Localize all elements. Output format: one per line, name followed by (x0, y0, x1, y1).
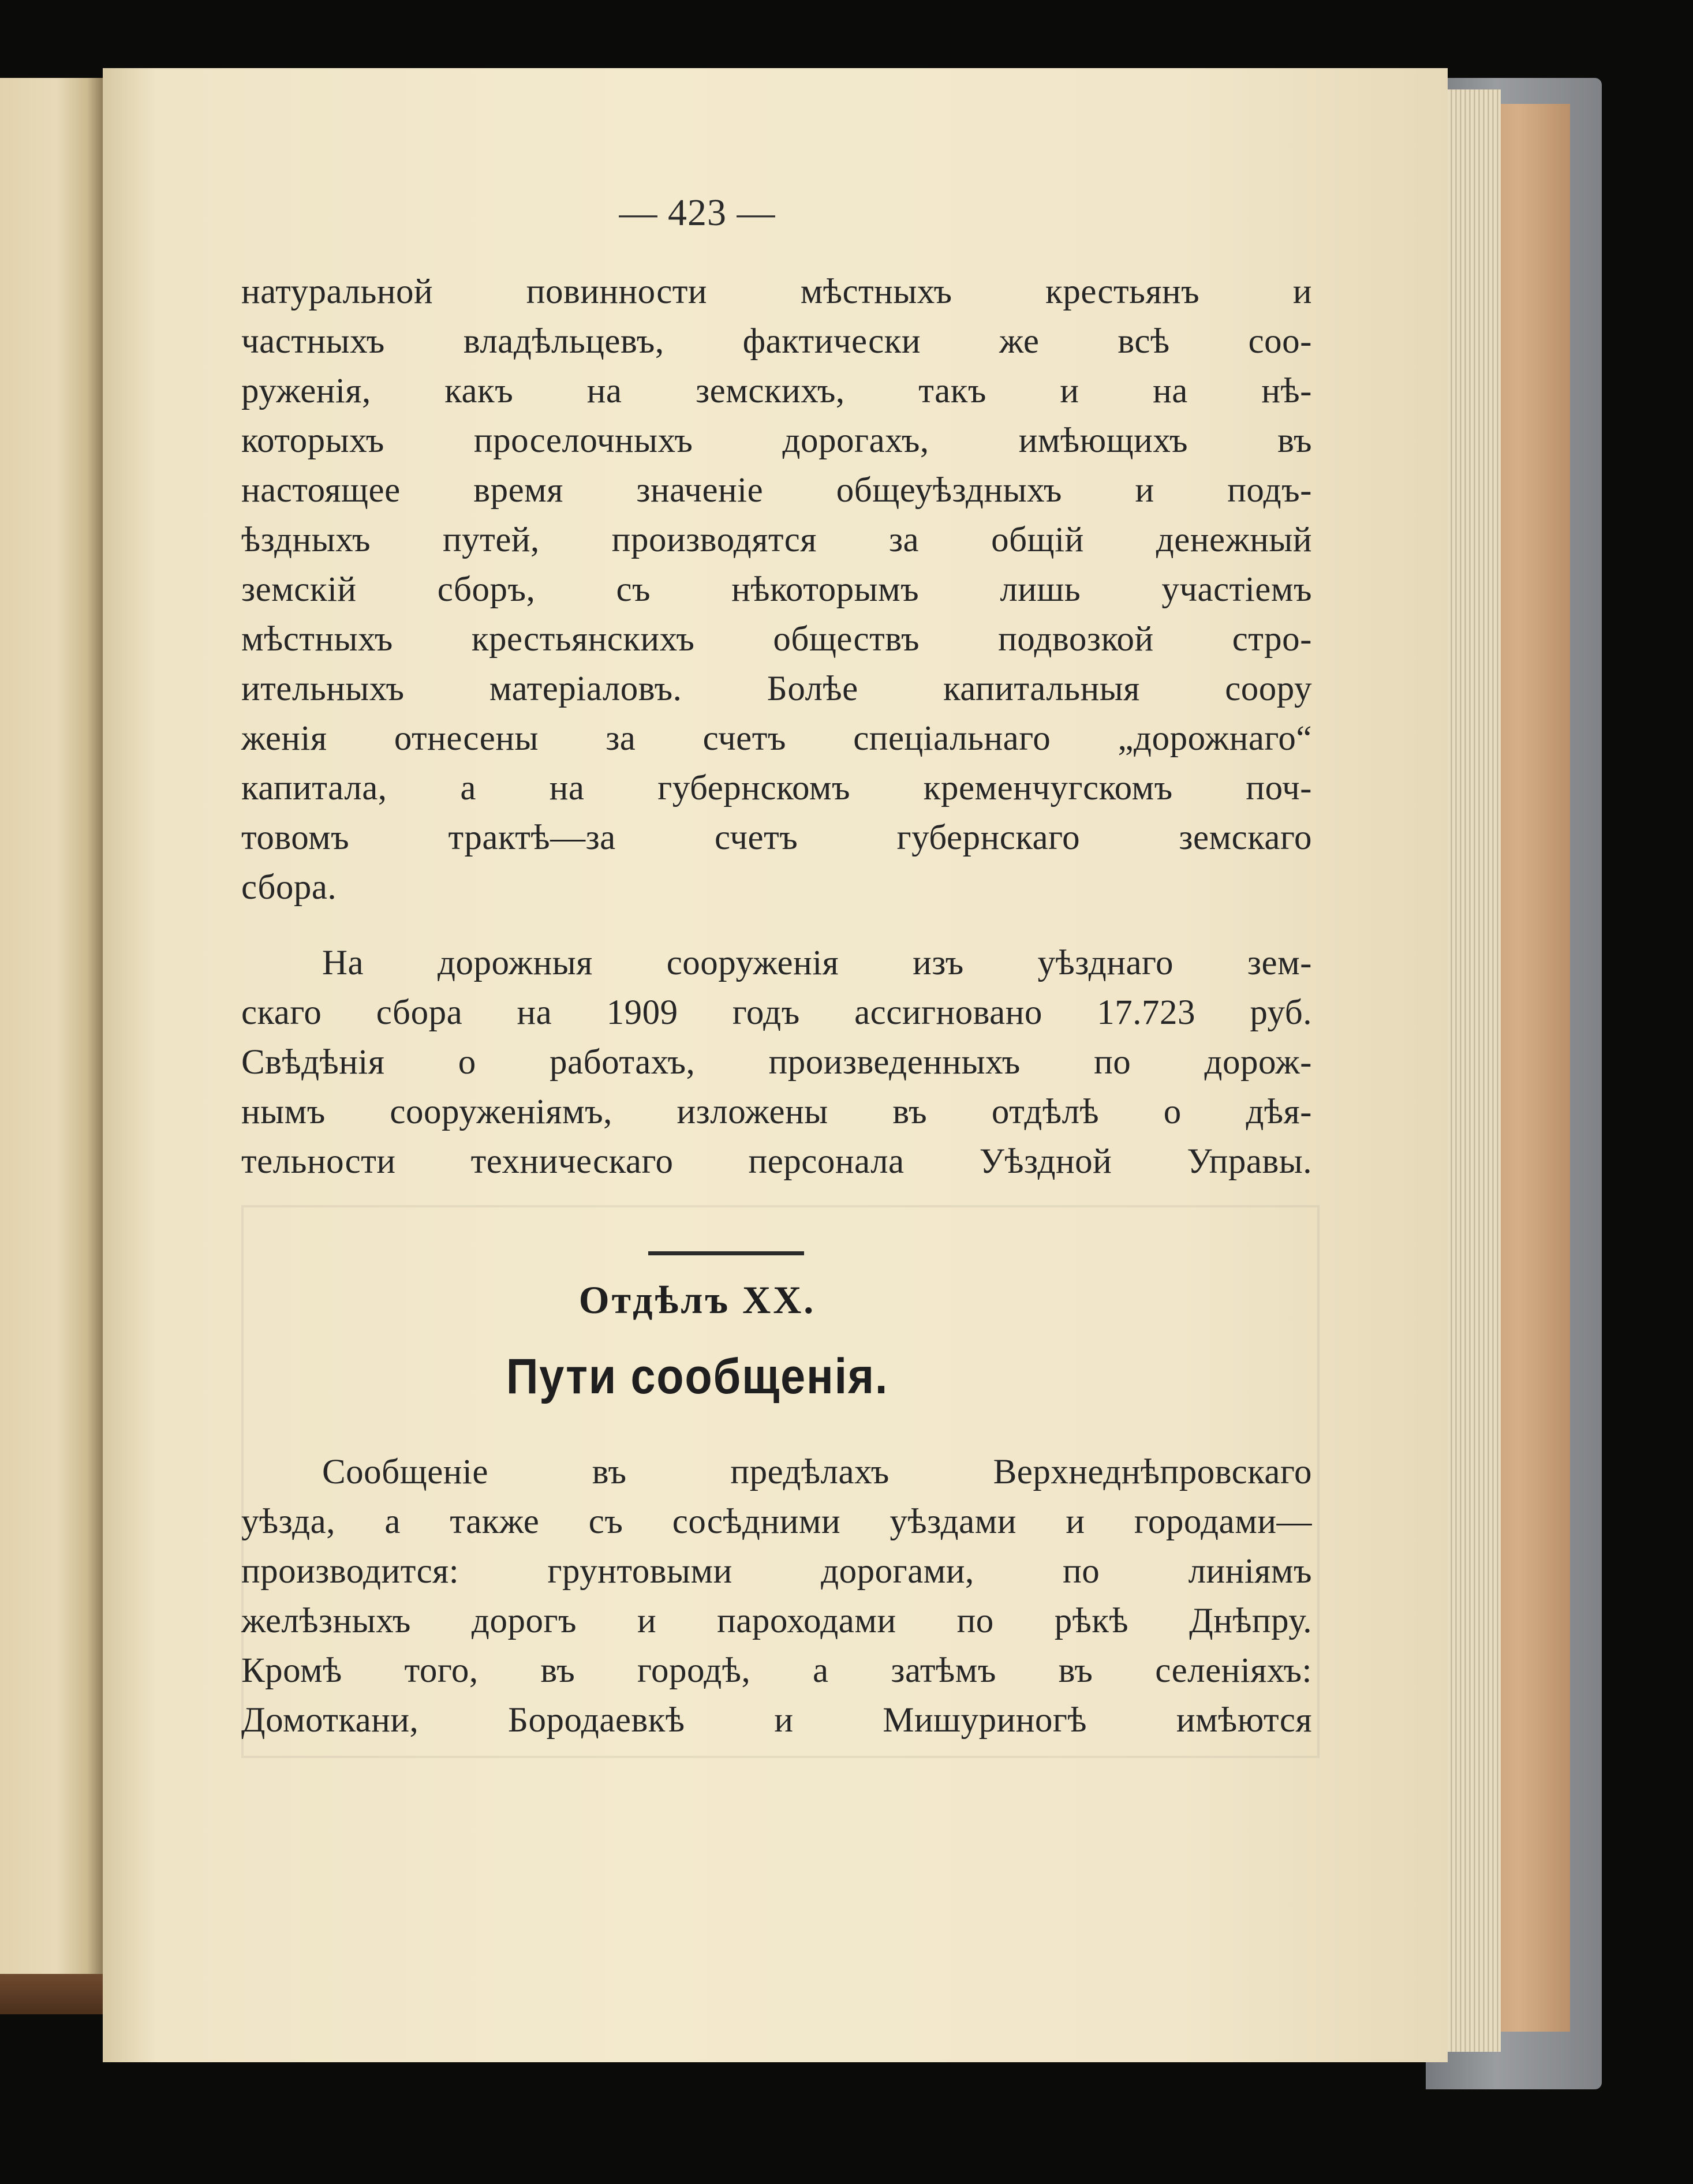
page-number: — 423 — (619, 192, 776, 234)
text-line: натуральной повинности мѣстныхъ крестьянъ и (241, 272, 1312, 311)
text-line: мѣстныхъ крестьянскихъ обществъ подвозкой стро- (241, 620, 1312, 659)
paragraph-2 (241, 938, 1312, 1187)
section-divider (648, 1251, 804, 1255)
text-line: производится: грунтовыми дорогами, по линіямъ (241, 1552, 1312, 1591)
text-line: тельности техническаго персонала Уѣздной Управы. (241, 1142, 1312, 1181)
text-line: Кромѣ того, въ городѣ, а затѣмъ въ селеніяхъ: (241, 1651, 1312, 1690)
text-line: капитала, а на губернскомъ кременчугскомъ поч- (241, 769, 1312, 807)
left-page-binding (0, 1974, 103, 2014)
paragraph-1 (241, 267, 1312, 913)
text-line: частныхъ владѣльцевъ, фактически же всѣ соо- (241, 322, 1312, 361)
text-line: ѣздныхъ путей, производятся за общій денежный (241, 521, 1312, 559)
text-line: руженія, какъ на земскихъ, такъ и на нѣ- (241, 372, 1312, 410)
text-line: товомъ трактѣ—за счетъ губернскаго земскаго (241, 818, 1312, 857)
section-label: Отдѣлъ XX. (578, 1278, 816, 1322)
text-line: На дорожныя сооруженія изъ уѣзднаго зем- (322, 944, 1312, 982)
text-line: уѣзда, а также съ сосѣдними уѣздами и городами— (241, 1502, 1312, 1541)
text-line: женія отнесены за счетъ спеціальнаго „дорожнаго“ (241, 719, 1312, 758)
text-line: настоящее время значеніе общеуѣздныхъ и подъ- (241, 471, 1312, 510)
text-line: Домоткани, Бородаевкѣ и Мишуриногѣ имѣются (241, 1701, 1312, 1740)
page-stack-edges (1443, 89, 1501, 2052)
text-line: желѣзныхъ дорогъ и пароходами по рѣкѣ Днѣпру. (241, 1602, 1312, 1640)
text-line: нымъ сооруженіямъ, изложены въ отдѣлѣ о дѣя- (241, 1093, 1312, 1131)
text-line: земскій сборъ, съ нѣкоторымъ лишь участіемъ (241, 570, 1312, 609)
left-page-edge (0, 78, 103, 2014)
text-line: ительныхъ матеріаловъ. Болѣе капитальныя соору (241, 670, 1312, 708)
book-page (103, 68, 1448, 2062)
text-line: Сообщеніе въ предѣлахъ Верхнеднѣпровскаго (322, 1453, 1312, 1491)
text-line: Свѣдѣнія о работахъ, произведенныхъ по дорож- (241, 1043, 1312, 1082)
text-line: которыхъ проселочныхъ дорогахъ, имѣющихъ въ (241, 421, 1312, 460)
paragraph-3 (241, 1448, 1312, 1745)
section-heading: Пути сообщенія. (506, 1349, 889, 1404)
text-line: сбора. (241, 868, 337, 907)
text-line: скаго сбора на 1909 годъ ассигновано 17.723 руб. (241, 993, 1312, 1032)
